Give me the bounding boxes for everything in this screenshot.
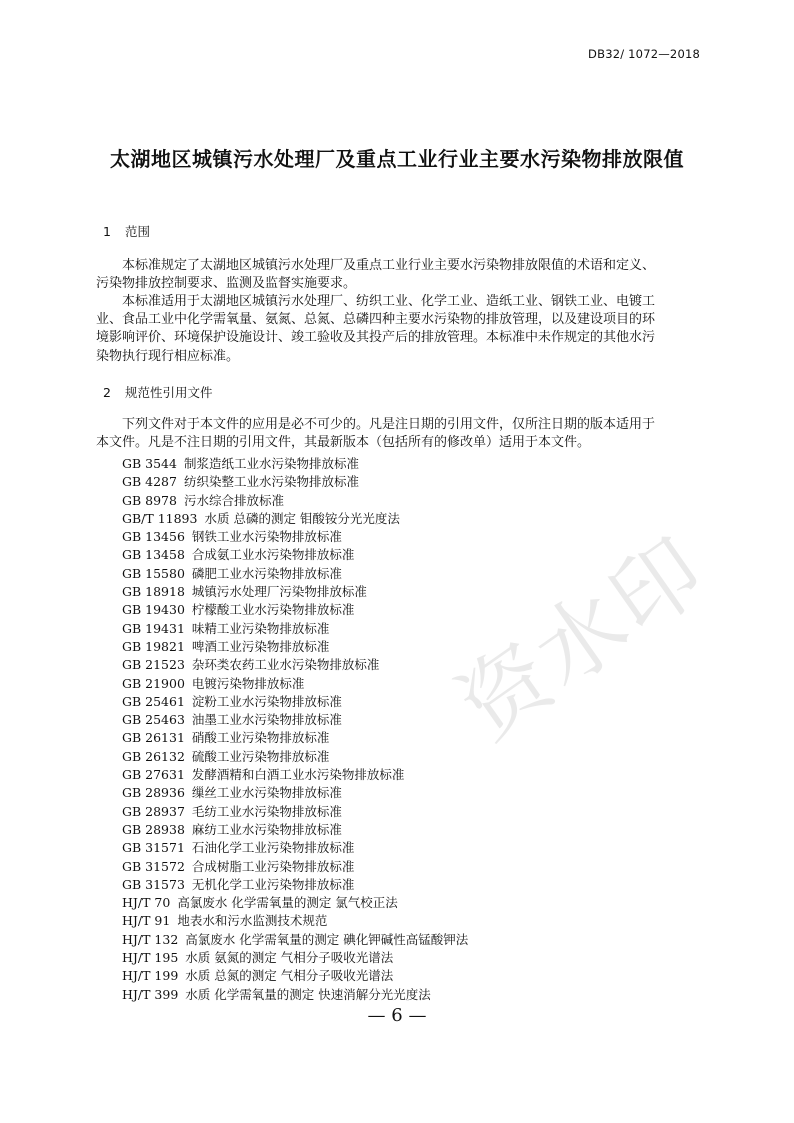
reference-title: 发酵酒精和白酒工业水污染物排放标准 (191, 767, 405, 783)
reference-code: GB 18918 (122, 584, 185, 600)
reference-item (122, 638, 468, 656)
reference-code: GB 31571 (122, 840, 185, 856)
page-number: — 6 — (367, 1005, 427, 1026)
reference-code: HJ/T 132 (122, 931, 179, 947)
paragraph-line: 污染物排放控制要求、监测及监督实施要求。 (96, 276, 357, 292)
paragraph-line: 下列文件对于本文件的应用是必不可少的。凡是注日期的引用文件，仅所注日期的版本适用于 (122, 417, 656, 432)
reference-title: 味精工业污染物排放标准 (191, 620, 330, 636)
reference-item (122, 675, 468, 693)
reference-item (122, 729, 468, 747)
reference-code: HJ/T 399 (122, 986, 179, 1002)
reference-code: GB 31573 (122, 876, 185, 892)
reference-code: GB/T 11893 (122, 510, 198, 526)
reference-item (122, 711, 468, 729)
reference-item (122, 784, 468, 802)
reference-title: 麻纺工业水污染物排放标准 (191, 821, 342, 837)
reference-code: GB 15580 (122, 565, 185, 581)
paragraph-line: 境影响评价、环境保护设施设计、竣工验收及其投产后的排放管理。本标准中未作规定的其他水污 (96, 330, 656, 346)
paragraph-line: 染物执行现行相应标准。 (96, 348, 240, 364)
reference-title: 地表水和污水监测技术规范 (177, 913, 328, 929)
reference-title: 毛纺工业水污染物排放标准 (191, 803, 342, 819)
reference-item (122, 803, 468, 821)
reference-item (122, 821, 468, 839)
reference-code: GB 21900 (122, 675, 185, 691)
reference-title: 水质 总氮的测定 气相分子吸收光谱法 (185, 968, 394, 984)
reference-title: 硫酸工业污染物排放标准 (191, 748, 330, 764)
reference-title: 钢铁工业水污染物排放标准 (191, 529, 342, 545)
reference-code: GB 19821 (122, 638, 185, 654)
section-1-title: 范围 (125, 224, 151, 239)
reference-item (122, 839, 468, 857)
reference-code: GB 8978 (122, 492, 177, 508)
reference-title: 杂环类农药工业水污染物排放标准 (191, 657, 380, 673)
reference-item (122, 876, 468, 894)
reference-item (122, 583, 468, 601)
reference-item (122, 656, 468, 674)
reference-code: HJ/T 199 (122, 968, 179, 984)
reference-title: 水质 氨氮的测定 气相分子吸收光谱法 (185, 950, 394, 966)
reference-item (122, 565, 468, 583)
reference-item (122, 931, 468, 949)
reference-code: GB 13456 (122, 529, 185, 545)
paragraph-line: 本标准规定了太湖地区城镇污水处理厂及重点工业行业主要水污染物排放限值的术语和定义、 (122, 258, 656, 273)
reference-title: 水质 总磷的测定 钼酸铵分光光度法 (204, 510, 400, 526)
reference-title: 制浆造纸工业水污染物排放标准 (183, 456, 359, 471)
reference-item (122, 894, 468, 912)
reference-title: 油墨工业水污染物排放标准 (191, 712, 342, 728)
reference-title: 纺织染整工业水污染物排放标准 (183, 474, 359, 490)
reference-title: 水质 化学需氧量的测定 快速消解分光光度法 (185, 986, 431, 1002)
reference-item (122, 693, 468, 711)
reference-code: GB 19431 (122, 620, 185, 636)
section-2-number: 2 (103, 385, 111, 400)
reference-code: GB 31572 (122, 858, 185, 874)
section-1-paragraph-1 (96, 257, 700, 293)
paragraph-line: 本标准适用于太湖地区城镇污水处理厂、纺织工业、化学工业、造纸工业、钢铁工业、电镀工 (122, 294, 656, 309)
reference-item (122, 492, 468, 510)
reference-item (122, 455, 468, 473)
reference-code: HJ/T 195 (122, 950, 179, 966)
reference-code: GB 28938 (122, 821, 185, 837)
reference-title: 高氯废水 化学需氧量的测定 碘化钾碱性高锰酸钾法 (185, 931, 469, 947)
reference-item (122, 912, 468, 930)
reference-title: 高氯废水 化学需氧量的测定 氯气校正法 (177, 895, 398, 911)
document-title: 太湖地区城镇污水处理厂及重点工业行业主要水污染物排放限值 (110, 147, 684, 171)
reference-code: GB 25461 (122, 693, 185, 709)
reference-code: HJ/T 91 (122, 913, 171, 929)
reference-item (122, 528, 468, 546)
reference-code: GB 28936 (122, 785, 185, 801)
reference-title: 磷肥工业水污染物排放标准 (191, 565, 342, 581)
reference-title: 啤酒工业污染物排放标准 (191, 638, 330, 654)
reference-item (122, 967, 468, 985)
reference-item (122, 986, 468, 1004)
reference-code: GB 28937 (122, 803, 185, 819)
reference-code: GB 19430 (122, 602, 185, 618)
reference-list (122, 455, 468, 1004)
section-1-number: 1 (103, 224, 111, 239)
reference-title: 合成树脂工业污染物排放标准 (191, 858, 355, 874)
reference-title: 城镇污水处理厂污染物排放标准 (191, 584, 367, 600)
standard-code: DB32/ 1072—2018 (588, 47, 700, 61)
reference-item (122, 748, 468, 766)
reference-code: GB 26131 (122, 730, 185, 746)
reference-title: 污水综合排放标准 (183, 492, 284, 508)
reference-title: 淀粉工业水污染物排放标准 (191, 693, 342, 709)
reference-title: 柠檬酸工业水污染物排放标准 (191, 602, 355, 618)
section-2-title: 规范性引用文件 (125, 385, 213, 400)
reference-title: 合成氨工业水污染物排放标准 (191, 547, 355, 563)
reference-item (122, 601, 468, 619)
reference-title: 无机化学工业污染物排放标准 (191, 876, 355, 892)
reference-code: GB 13458 (122, 547, 185, 563)
section-1-paragraph-2 (96, 293, 700, 366)
paragraph-line: 本文件。凡是不注日期的引用文件，其最新版本（包括所有的修改单）适用于本文件。 (96, 435, 591, 451)
reference-code: GB 25463 (122, 712, 185, 728)
reference-code: GB 27631 (122, 767, 185, 783)
reference-code: GB 21523 (122, 657, 185, 673)
section-2-paragraph (96, 416, 700, 452)
section-1-heading (103, 222, 150, 240)
watermark: 资水印 (440, 516, 726, 760)
reference-item (122, 620, 468, 638)
reference-title: 硝酸工业污染物排放标准 (191, 730, 330, 746)
reference-title: 缫丝工业水污染物排放标准 (191, 785, 342, 801)
reference-item (122, 949, 468, 967)
reference-item (122, 510, 468, 528)
reference-title: 石油化学工业污染物排放标准 (191, 840, 355, 856)
reference-code: HJ/T 70 (122, 895, 171, 911)
reference-code: GB 3544 (122, 456, 177, 471)
reference-item (122, 858, 468, 876)
paragraph-line: 业、食品工业中化学需氧量、氨氮、总氮、总磷四种主要水污染物的排放管理，以及建设项目的环 (96, 312, 656, 328)
reference-item (122, 766, 468, 784)
reference-code: GB 4287 (122, 474, 177, 490)
reference-code: GB 26132 (122, 748, 185, 764)
reference-item (122, 473, 468, 491)
section-2-heading (103, 383, 213, 401)
reference-title: 电镀污染物排放标准 (191, 675, 305, 691)
reference-item (122, 546, 468, 564)
